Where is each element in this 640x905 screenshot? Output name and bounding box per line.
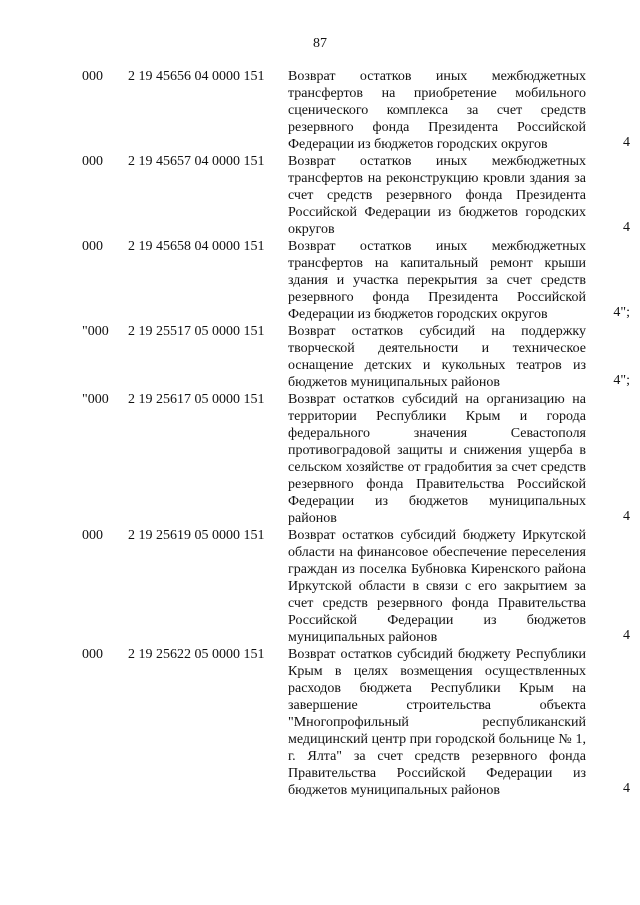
code-description: Возврат остатков иных межбюджетных трансфертов на капитальный ремонт крыши здания и участка перекрытия за счет средств резервного фонда Президента Российской Федерации из бюджетов городских округов	[288, 239, 586, 322]
amount-value: 4	[623, 509, 630, 524]
code-description: Возврат остатков иных межбюджетных трансфертов на приобретение мобильного сценического комплекса за счет средств резервного фонда Президента Российской Федерации из бюджетов городских округов	[288, 69, 586, 152]
table-row	[0, 68, 640, 153]
table-row	[0, 391, 640, 527]
budget-classification-code: 2 19 25517 05 0000 151	[128, 324, 265, 339]
admin-code: 000	[82, 154, 103, 169]
table-row	[0, 153, 640, 238]
budget-code-table	[0, 68, 640, 799]
admin-code: 000	[82, 239, 103, 254]
admin-code: 000	[82, 647, 103, 662]
code-description: Возврат остатков субсидий бюджету Иркутской области на финансовое обеспечение переселения граждан из поселка Бубновка Киренского района Иркутской области в связи с его закрытием за счет средств резервного фонда Правительства Российской Федерации из бюджетов муниципальных районов	[288, 528, 586, 645]
code-description: Возврат остатков субсидий на организацию на территории Республики Крым и города федерального значения Севастополя противоградовой защиты и снижения ущерба в сельском хозяйстве от градобития за счет средств резервного фонда Правительства Российской Федерации из бюджетов муниципальных районов	[288, 392, 586, 526]
budget-classification-code: 2 19 45658 04 0000 151	[128, 239, 265, 254]
amount-value: 4";	[613, 305, 630, 320]
code-description: Возврат остатков субсидий на поддержку творческой деятельности и техническое оснащение детских и кукольных театров из бюджетов муниципальных районов	[288, 324, 586, 390]
amount-value: 4	[623, 781, 630, 796]
admin-code: "000	[82, 324, 109, 339]
admin-code: 000	[82, 528, 103, 543]
code-description: Возврат остатков иных межбюджетных трансфертов на реконструкцию кровли здания за счет средств резервного фонда Президента Российской Федерации из бюджетов городских округов	[288, 154, 586, 237]
budget-classification-code: 2 19 25619 05 0000 151	[128, 528, 265, 543]
admin-code: "000	[82, 392, 109, 407]
page-number: 87	[313, 36, 327, 51]
table-row	[0, 323, 640, 391]
table-row	[0, 238, 640, 323]
amount-value: 4	[623, 135, 630, 150]
budget-classification-code: 2 19 45656 04 0000 151	[128, 69, 265, 84]
admin-code: 000	[82, 69, 103, 84]
budget-classification-code: 2 19 25622 05 0000 151	[128, 647, 265, 662]
table-row	[0, 646, 640, 799]
budget-classification-code: 2 19 45657 04 0000 151	[128, 154, 265, 169]
amount-value: 4";	[613, 373, 630, 388]
amount-value: 4	[623, 628, 630, 643]
table-row	[0, 527, 640, 646]
code-description: Возврат остатков субсидий бюджету Республики Крым в целях возмещения осуществленных расходов бюджета Республики Крым на завершение строительства объекта "Многопрофильный республиканский медицинский центр при городской больнице № 1, г. Ялта" за счет средств резервного фонда Правительства Российской Федерации из бюджетов муниципальных районов	[288, 647, 586, 798]
amount-value: 4	[623, 220, 630, 235]
budget-classification-code: 2 19 25617 05 0000 151	[128, 392, 265, 407]
